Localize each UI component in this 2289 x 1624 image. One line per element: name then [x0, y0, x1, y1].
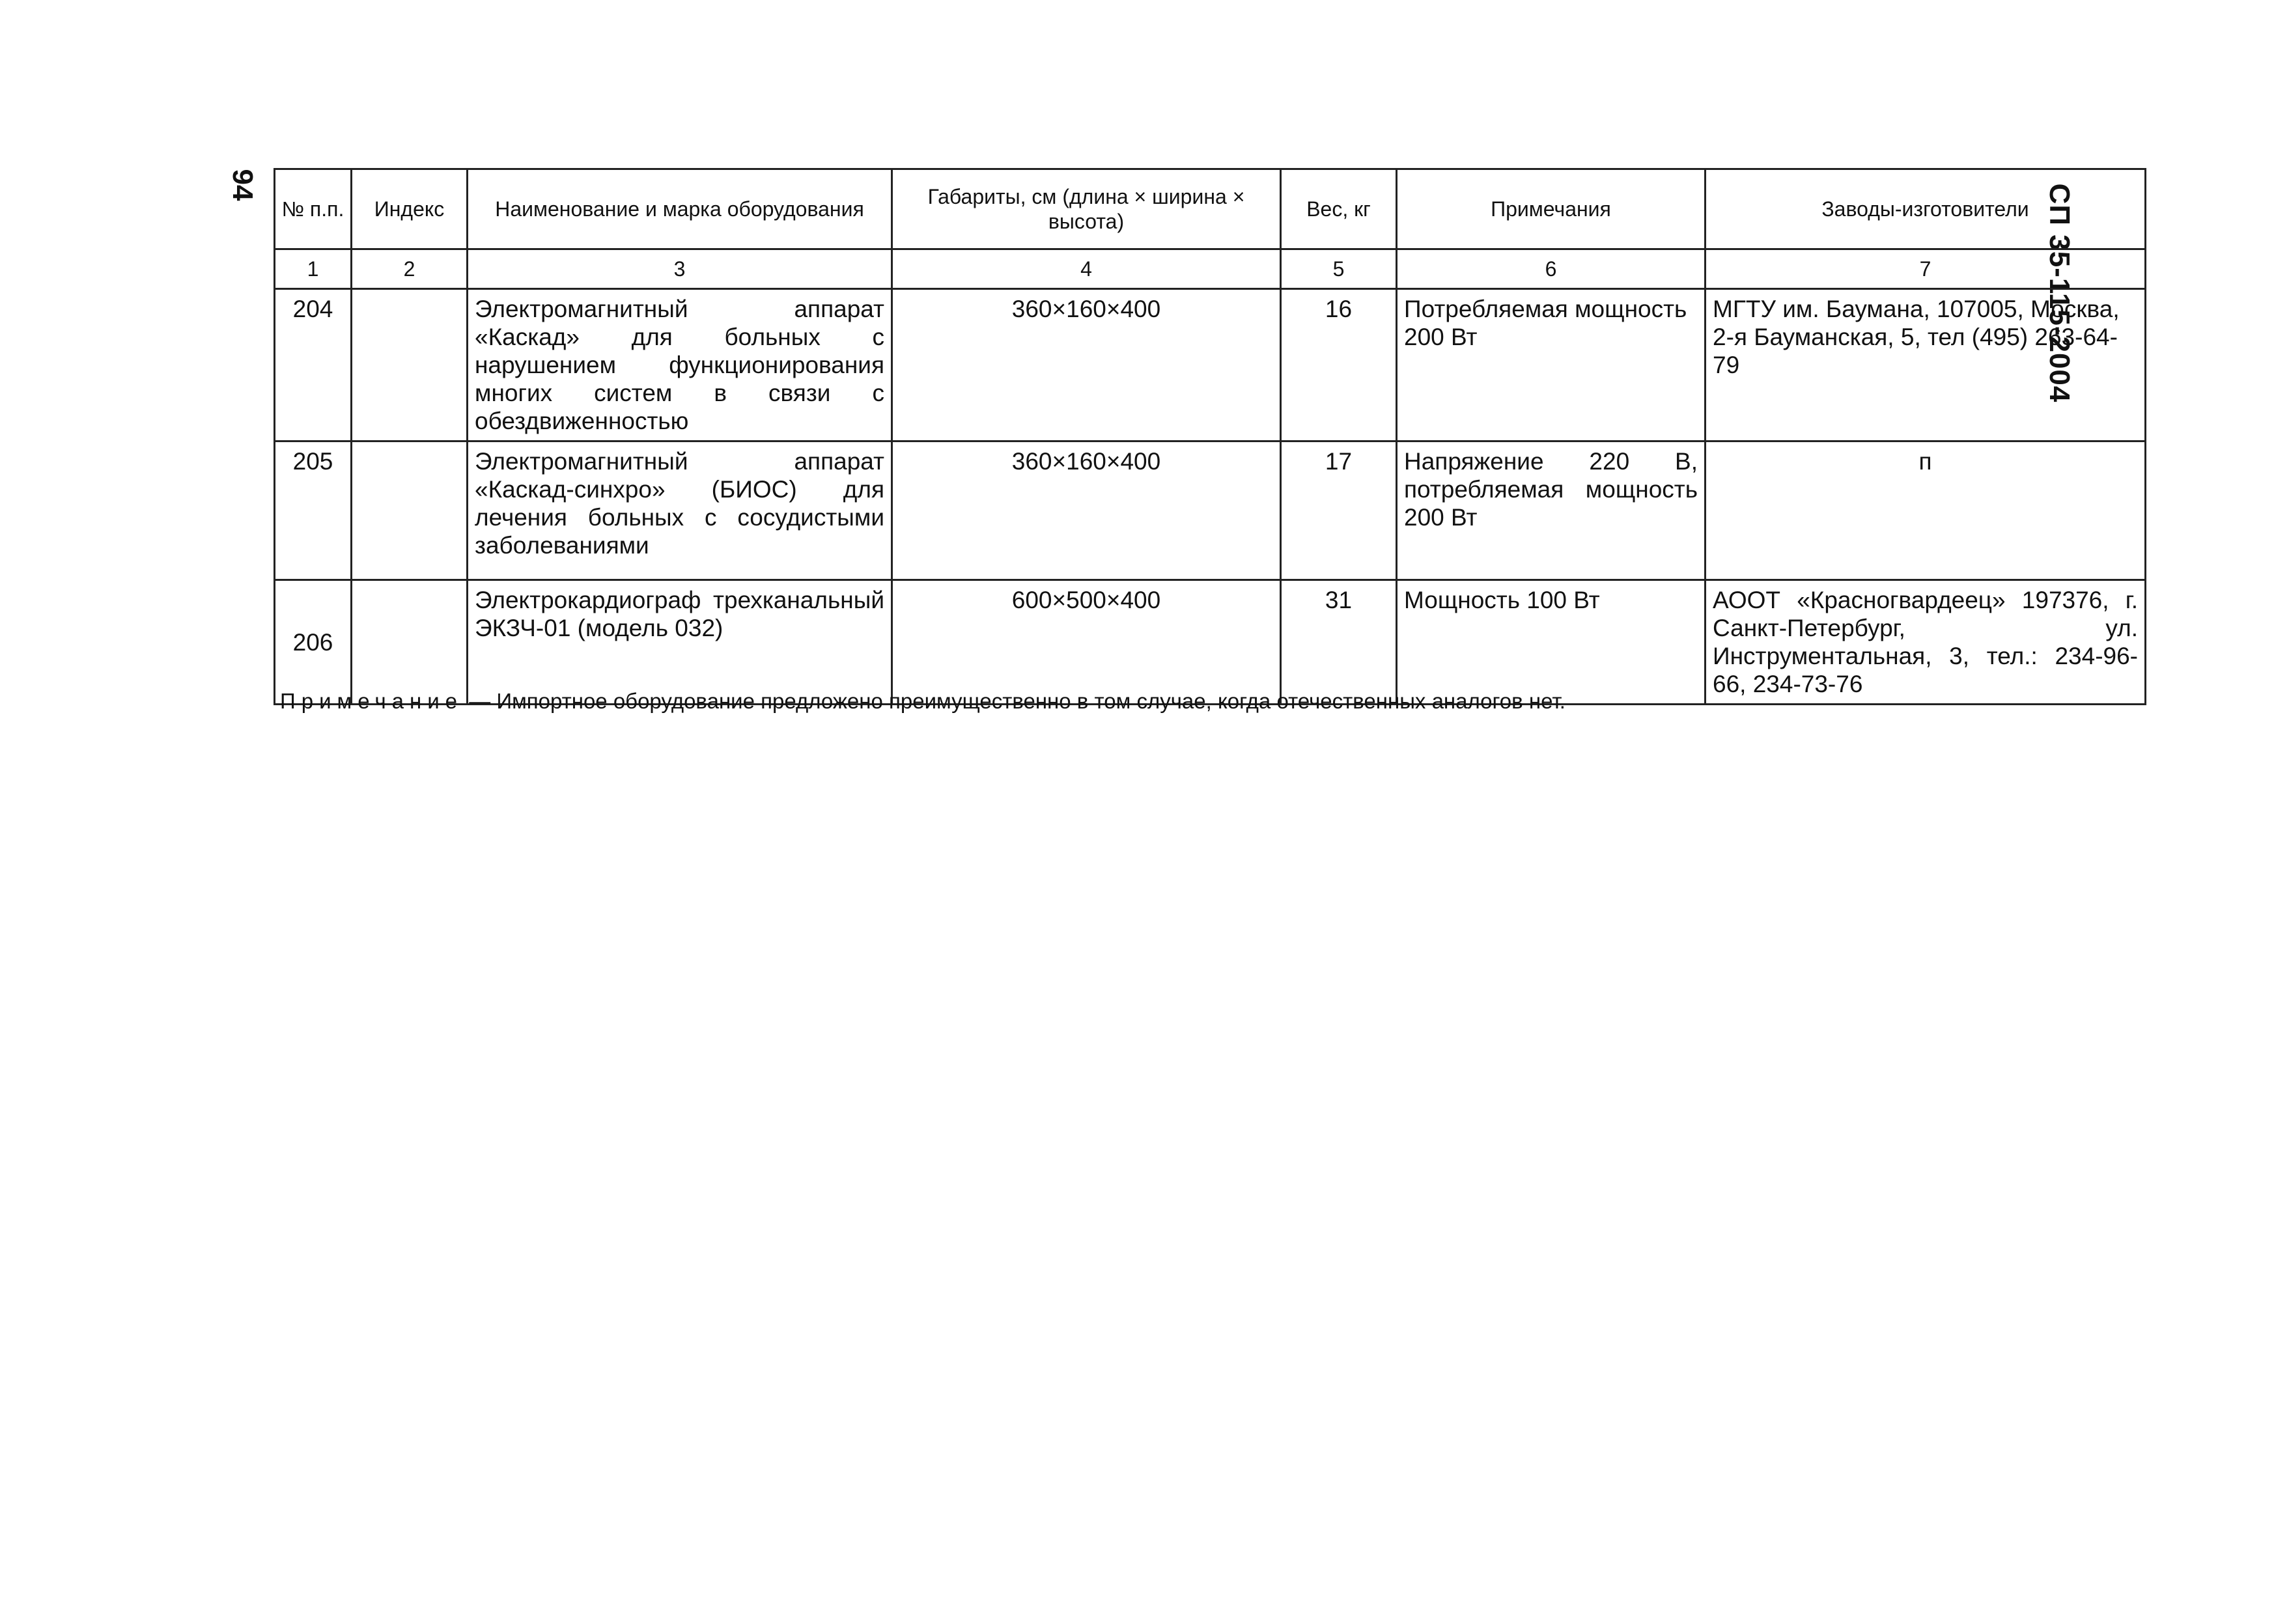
row-number: 206 [275, 580, 352, 705]
row-index [352, 580, 468, 705]
row-manufacturer: МГТУ им. Баумана, 107005, Москва, 2-я Бауманская, 5, тел (495) 263-64-79 [1706, 289, 2146, 441]
header-notes: Примечания [1397, 169, 1706, 249]
row-manufacturer: АООТ «Красногвардеец» 197376, г. Санкт-Петербург, ул. Инструментальная, 3, тел.: 234-96-66, 234-73-76 [1706, 580, 2146, 705]
row-weight: 17 [1281, 441, 1397, 580]
row-dimensions: 600×500×400 [892, 580, 1281, 705]
row-dimensions: 360×160×400 [892, 289, 1281, 441]
column-number: 3 [468, 249, 892, 289]
header-weight: Вес, кг [1281, 169, 1397, 249]
column-number: 6 [1397, 249, 1706, 289]
column-number: 5 [1281, 249, 1397, 289]
header-dimensions: Габариты, см (длина × ширина × высота) [892, 169, 1281, 249]
row-manufacturer: п [1706, 441, 2146, 580]
column-number: 7 [1706, 249, 2146, 289]
equipment-table [274, 168, 2146, 705]
column-number-row [275, 249, 2146, 289]
page-number: 94 [227, 169, 259, 201]
row-notes: Мощность 100 Вт [1397, 580, 1706, 705]
row-weight: 16 [1281, 289, 1397, 441]
column-number: 2 [352, 249, 468, 289]
row-index [352, 289, 468, 441]
table-header-row [275, 169, 2146, 249]
header-manufacturer: Заводы-изготовители [1706, 169, 2146, 249]
column-number: 4 [892, 249, 1281, 289]
table-row [275, 580, 2146, 705]
row-dimensions: 360×160×400 [892, 441, 1281, 580]
column-number: 1 [275, 249, 352, 289]
row-index [352, 441, 468, 580]
row-equipment-name: Электромагнитный аппарат «Каскад» для больных с нарушением функционирования многих систем в связи с обездвиженностью [468, 289, 892, 441]
row-equipment-name: Электромагнитный аппарат «Каскад-синхро» (БИОС) для лечения больных с сосудистыми заболеваниями [468, 441, 892, 580]
header-num: № п.п. [275, 169, 352, 249]
header-index: Индекс [352, 169, 468, 249]
row-equipment-name: Электрокардиограф трехканальный ЭКЗЧ-01 (модель 032) [468, 580, 892, 705]
row-weight: 31 [1281, 580, 1397, 705]
row-notes: Напряжение 220 В, потребляемая мощность 200 Вт [1397, 441, 1706, 580]
table-row [275, 289, 2146, 441]
row-number: 205 [275, 441, 352, 580]
header-name: Наименование и марка оборудования [468, 169, 892, 249]
table-row [275, 441, 2146, 580]
footnote-text: — Импортное оборудование предложено преимущественно в том случае, когда отечественных аналогов нет. [469, 689, 1566, 713]
row-number: 204 [275, 289, 352, 441]
document-code: СП 35-115-2004 [2043, 183, 2075, 403]
footnote-label: Примечание [280, 689, 464, 713]
row-notes: Потребляемая мощность 200 Вт [1397, 289, 1706, 441]
table-footnote [280, 688, 2156, 715]
